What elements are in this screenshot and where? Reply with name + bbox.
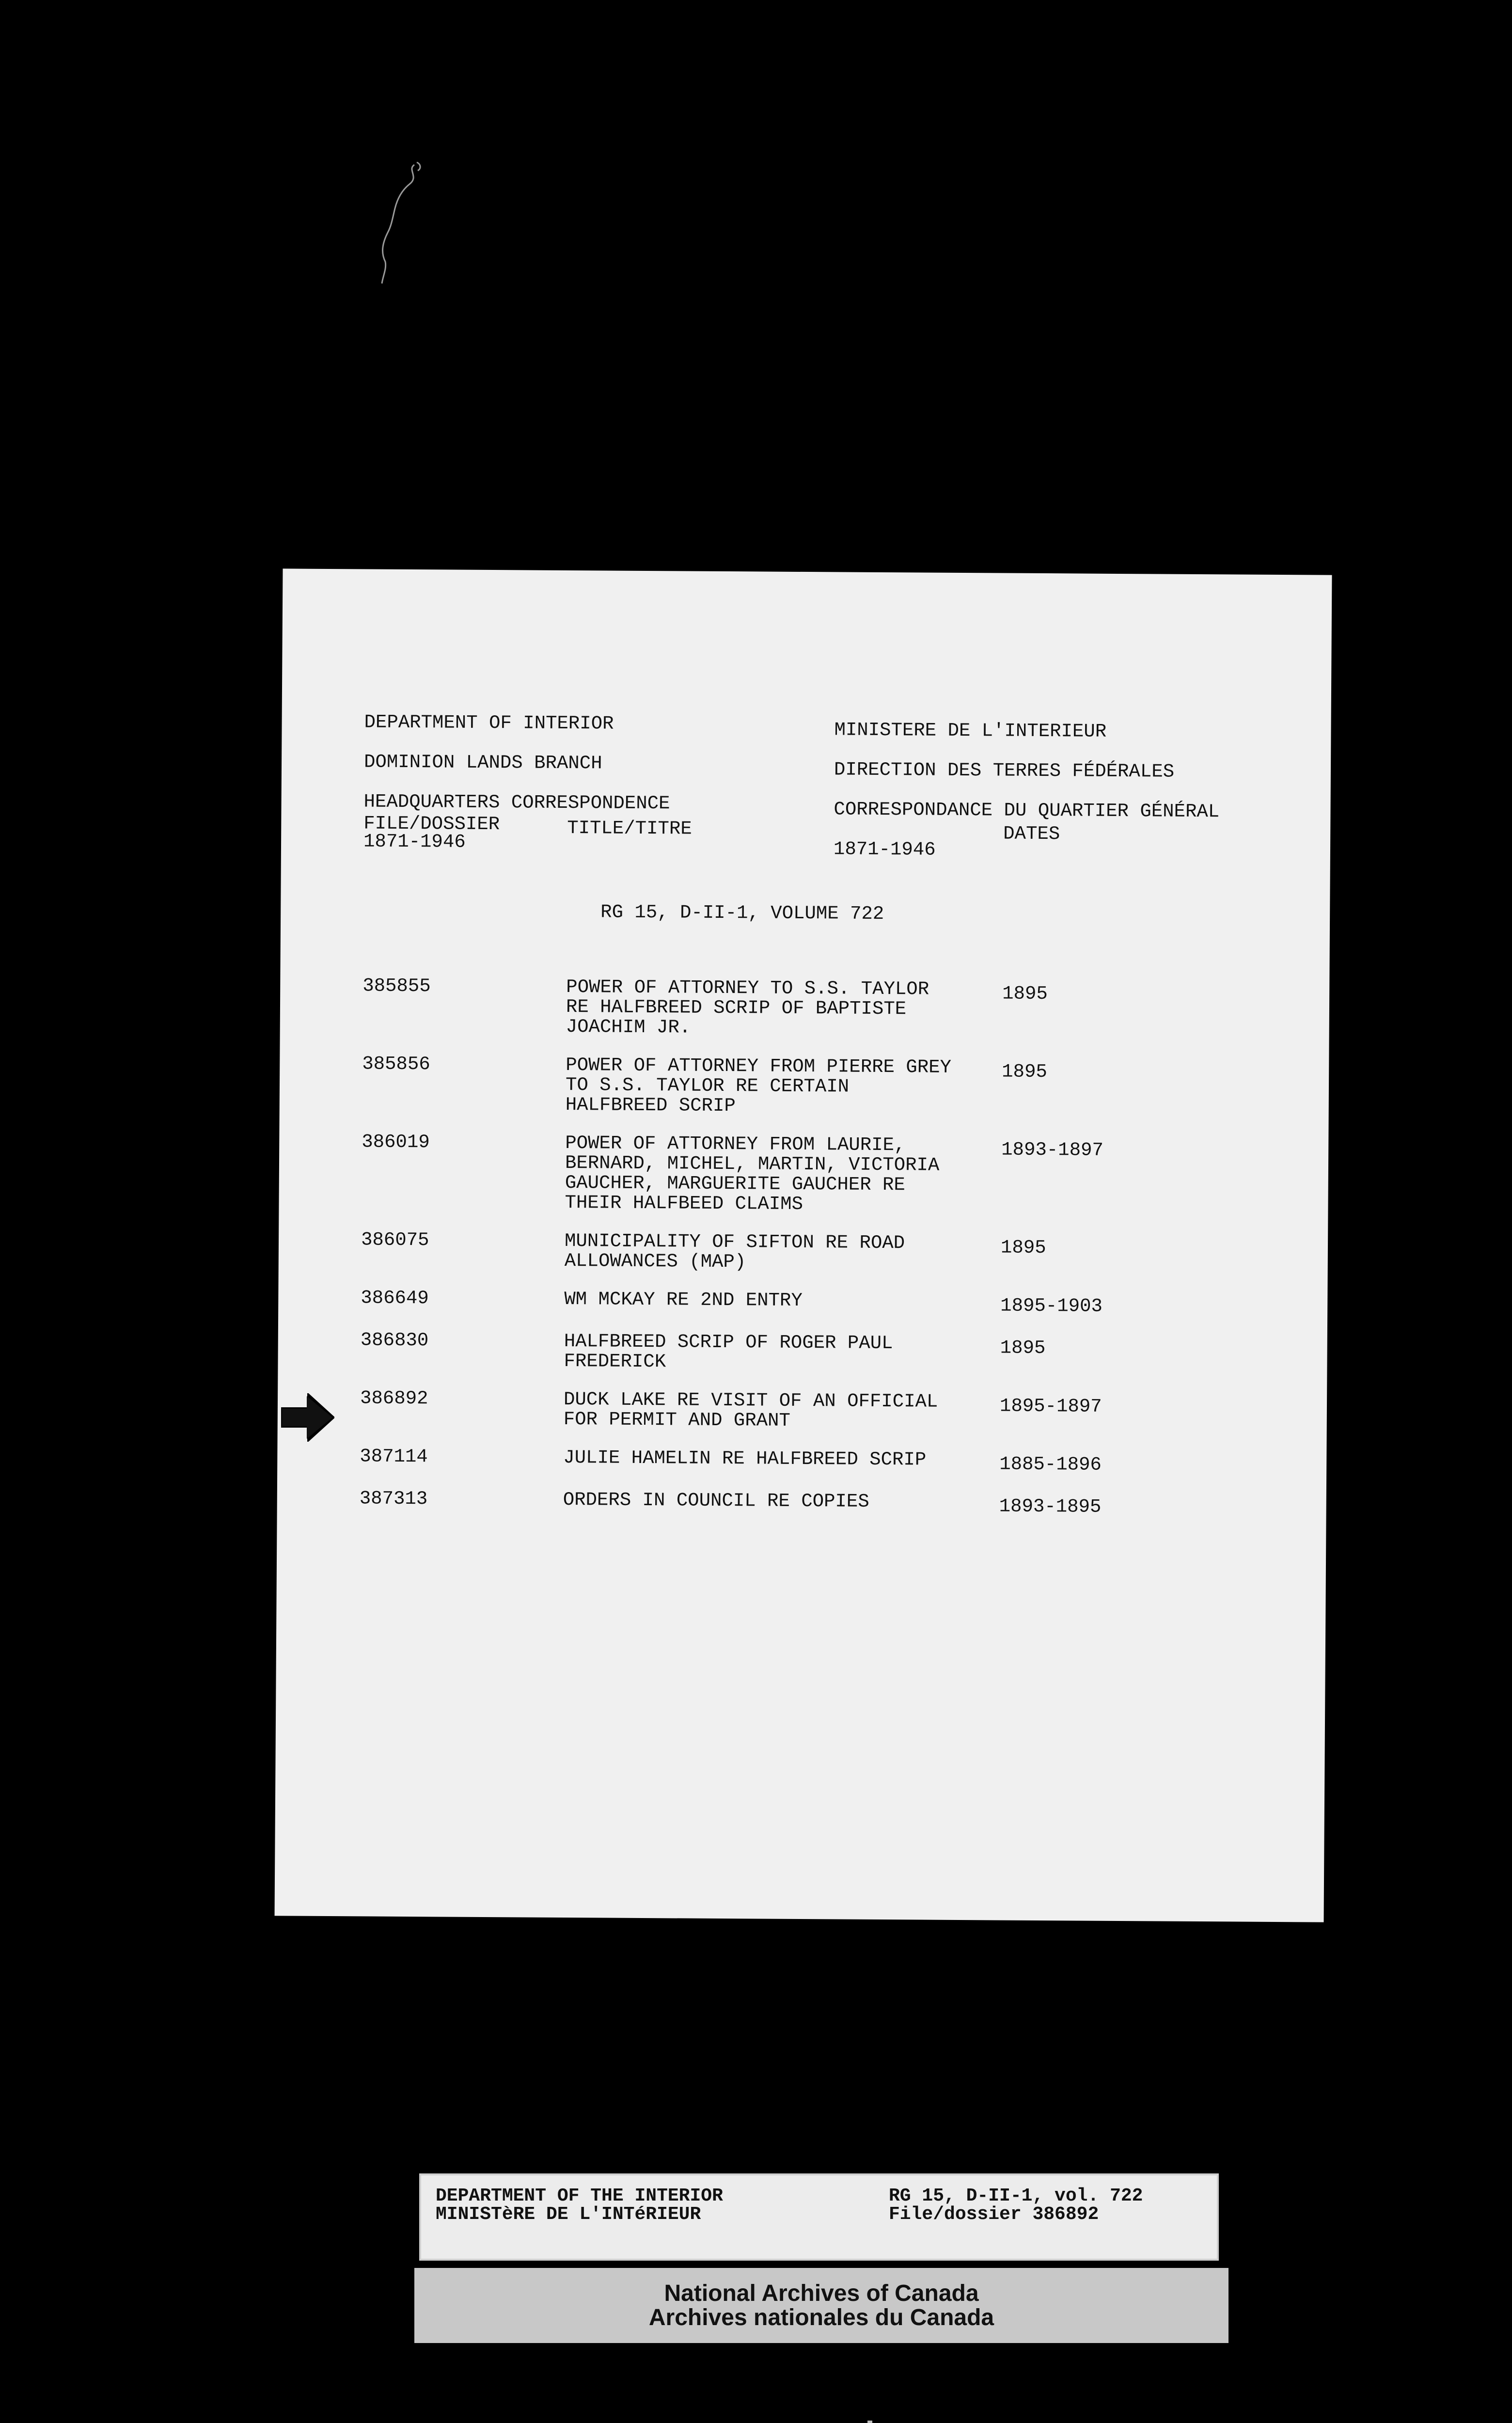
file-title: MUNICIPALITY OF SIFTON RE ROAD ALLOWANCES (MAP) [564, 1230, 905, 1273]
header-french-line: DIRECTION DES TERRES FÉDÉRALES [834, 759, 1175, 783]
header-french-line: CORRESPONDANCE DU QUARTIER GÉNÉRAL [834, 799, 1220, 823]
header-french-line: 1871-1946 [833, 838, 936, 861]
header-english [363, 692, 671, 873]
file-dates: 1893-1897 [1001, 1139, 1103, 1161]
file-title: DUCK LAKE RE VISIT OF AN OFFICIAL FOR PERMIT AND GRANT [563, 1388, 938, 1432]
file-number: 386830 [360, 1329, 429, 1352]
file-title: POWER OF ATTORNEY TO S.S. TAYLOR RE HALFBREED SCRIP OF BAPTISTE JOACHIM JR. [566, 976, 929, 1038]
dust-speck [867, 2421, 872, 2423]
label-reference: RG 15, D-II-1, vol. 722 File/dossier 386892 [889, 2186, 1143, 2225]
file-number: 385856 [362, 1053, 430, 1075]
document-page [275, 568, 1332, 1922]
header-english-line: HEADQUARTERS CORRESPONDENCE [363, 791, 670, 815]
file-entry [277, 1488, 1326, 1518]
file-entry [279, 1229, 1328, 1275]
file-number: 387114 [360, 1446, 428, 1468]
file-title: POWER OF ATTORNEY FROM PIERRE GREY TO S.S. TAYLOR RE CERTAIN HALFBREED SCRIP [565, 1054, 952, 1117]
file-entry [278, 1330, 1327, 1376]
file-title: JULIE HAMELIN RE HALFBREED SCRIP [563, 1447, 927, 1471]
file-dates: 1895 [1002, 1061, 1047, 1083]
header-english-line: 1871-1946 [363, 831, 466, 853]
file-list [277, 975, 1329, 1537]
file-entry [279, 1132, 1328, 1217]
archive-label [419, 2173, 1219, 2261]
file-dates: 1895-1903 [1000, 1295, 1103, 1317]
file-number: 386075 [361, 1229, 429, 1251]
column-header-file: FILE/DOSSIER [363, 813, 500, 835]
file-title: ORDERS IN COUNCIL RE COPIES [563, 1489, 869, 1512]
file-entry-highlighted [278, 1388, 1327, 1434]
header-french [834, 700, 1220, 881]
header-french-line: MINISTERE DE L'INTERIEUR [834, 719, 1107, 742]
file-entry [280, 1054, 1329, 1119]
pointer-arrow-icon [281, 1393, 334, 1442]
file-number: 385855 [362, 975, 431, 997]
file-entry [277, 1446, 1326, 1476]
stamp-line-english: National Archives of Canada [664, 2281, 979, 2306]
stamp-line-french: Archives nationales du Canada [648, 2305, 994, 2330]
file-number: 386649 [361, 1287, 429, 1309]
file-number: 386019 [362, 1131, 430, 1153]
column-header-dates: DATES [1003, 823, 1060, 845]
header-english-line: DOMINION LANDS BRANCH [363, 751, 602, 774]
file-title: HALFBREED SCRIP OF ROGER PAUL FREDERICK [564, 1330, 893, 1373]
label-department: DEPARTMENT OF THE INTERIOR MINISTèRE DE L'INTéRIEUR [436, 2186, 723, 2225]
file-dates: 1895-1897 [999, 1395, 1102, 1417]
file-title: POWER OF ATTORNEY FROM LAURIE, BERNARD, MICHEL, MARTIN, VICTORIA GAUCHER, MARGUERITE GAUCHER RE THEIR HALFBEED CLAIMS [565, 1132, 940, 1215]
file-dates: 1893-1895 [999, 1495, 1102, 1518]
file-dates: 1895 [1000, 1237, 1046, 1259]
file-dates: 1895 [1000, 1337, 1046, 1359]
header-english-line: DEPARTMENT OF INTERIOR [364, 711, 614, 735]
column-header-title: TITLE/TITRE [567, 818, 692, 840]
file-dates: 1895 [1002, 983, 1048, 1005]
file-title: WM MCKAY RE 2ND ENTRY [564, 1288, 803, 1311]
file-dates: 1885-1896 [999, 1453, 1102, 1476]
file-entry [278, 1288, 1327, 1318]
file-number: 386892 [360, 1387, 428, 1410]
file-number: 387313 [359, 1488, 428, 1510]
scan-scratch-mark [368, 160, 436, 305]
archives-stamp [414, 2268, 1228, 2343]
volume-heading: RG 15, D-II-1, VOLUME 722 [600, 901, 884, 925]
file-entry [280, 975, 1330, 1041]
